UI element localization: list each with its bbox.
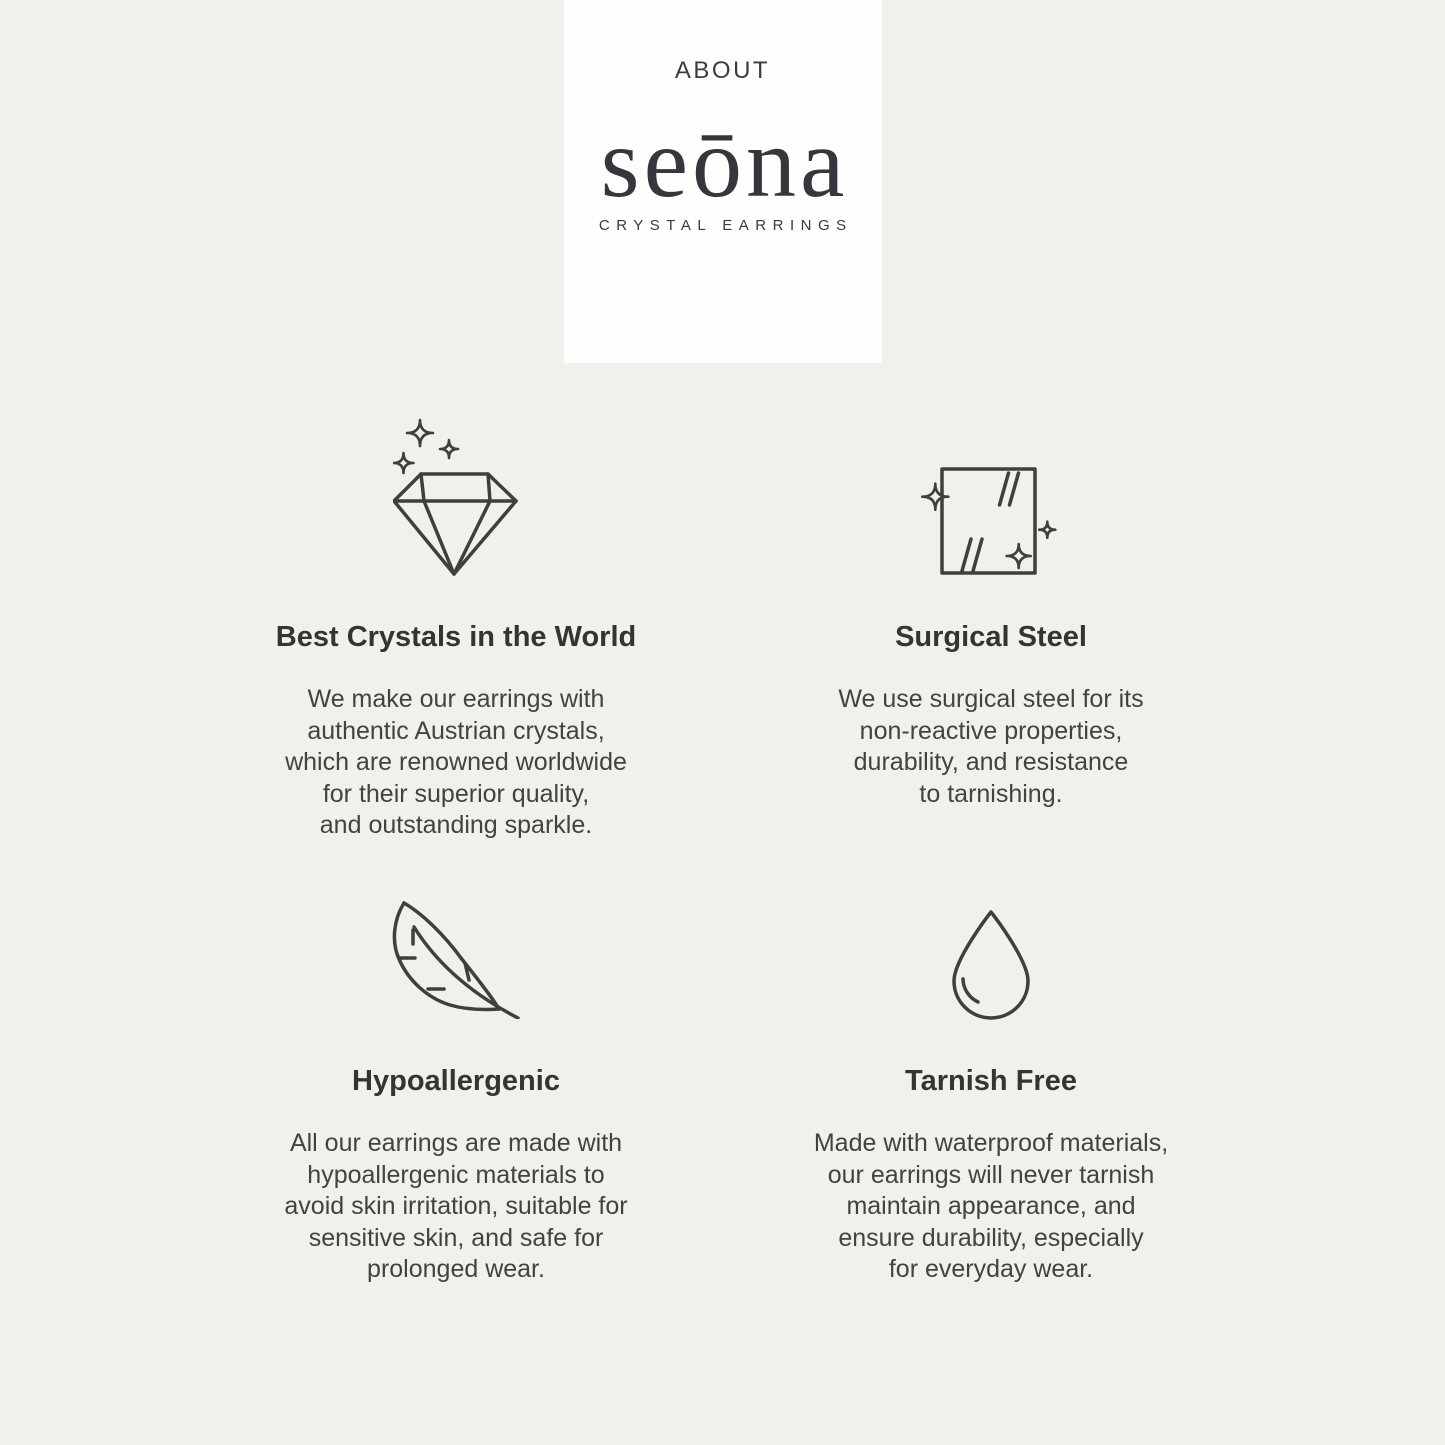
body-line: authentic Austrian crystals,: [307, 716, 605, 745]
feature-title: Best Crystals in the World: [275, 621, 637, 653]
feature-best-crystals: [191, 415, 721, 842]
feature-icon-box: [726, 415, 1256, 605]
body-line: We make our earrings with: [307, 685, 605, 713]
feature-tarnish-free: [726, 893, 1256, 1286]
body-line: which are renowned worldwide: [285, 748, 627, 777]
body-line: non-reactive properties,: [859, 716, 1123, 745]
body-line: sensitive skin, and safe for: [308, 1223, 604, 1252]
section-kicker: ABOUT: [674, 57, 771, 84]
body-line: avoid skin irritation, suitable for: [284, 1192, 628, 1221]
feature-surgical-steel: [726, 415, 1256, 810]
diamond-sparkles-icon: [393, 417, 519, 577]
body-line: for everyday wear.: [888, 1255, 1094, 1284]
feather-icon: [392, 901, 520, 1019]
body-line: prolonged wear.: [367, 1255, 545, 1284]
body-line: ensure durability, especially: [838, 1223, 1144, 1252]
feature-body: [726, 684, 1256, 810]
body-line: and outstanding sparkle.: [319, 811, 593, 840]
body-line: hypoallergenic materials to: [307, 1160, 605, 1189]
feature-icon-box: [726, 893, 1256, 1051]
body-line: maintain appearance, and: [846, 1192, 1136, 1221]
feature-body: [191, 1128, 721, 1286]
body-line: All our earrings are made with: [289, 1129, 623, 1157]
feature-icon-box: [191, 415, 721, 605]
brand-logo: seōna: [600, 107, 849, 218]
body-line: durability, and resistance: [853, 748, 1129, 777]
body-line: to tarnishing.: [919, 779, 1063, 808]
body-line: Made with waterproof materials,: [813, 1129, 1169, 1157]
feature-title: Surgical Steel: [895, 621, 1087, 653]
body-line: our earrings will never tarnish: [827, 1160, 1155, 1189]
body-line: for their superior quality,: [322, 779, 590, 808]
feature-title: Hypoallergenic: [352, 1065, 560, 1097]
brand-tagline: CRYSTAL EARRINGS: [598, 217, 853, 234]
feature-hypoallergenic: [191, 893, 721, 1286]
mirror-sparkles-icon: [917, 463, 1065, 583]
feature-icon-box: [191, 893, 721, 1051]
feature-title: Tarnish Free: [905, 1065, 1077, 1097]
body-line: We use surgical steel for its: [838, 685, 1144, 713]
feature-body: [191, 684, 721, 842]
brand-header-card: [564, 0, 882, 363]
water-drop-icon: [951, 909, 1031, 1021]
feature-body: [726, 1128, 1256, 1286]
